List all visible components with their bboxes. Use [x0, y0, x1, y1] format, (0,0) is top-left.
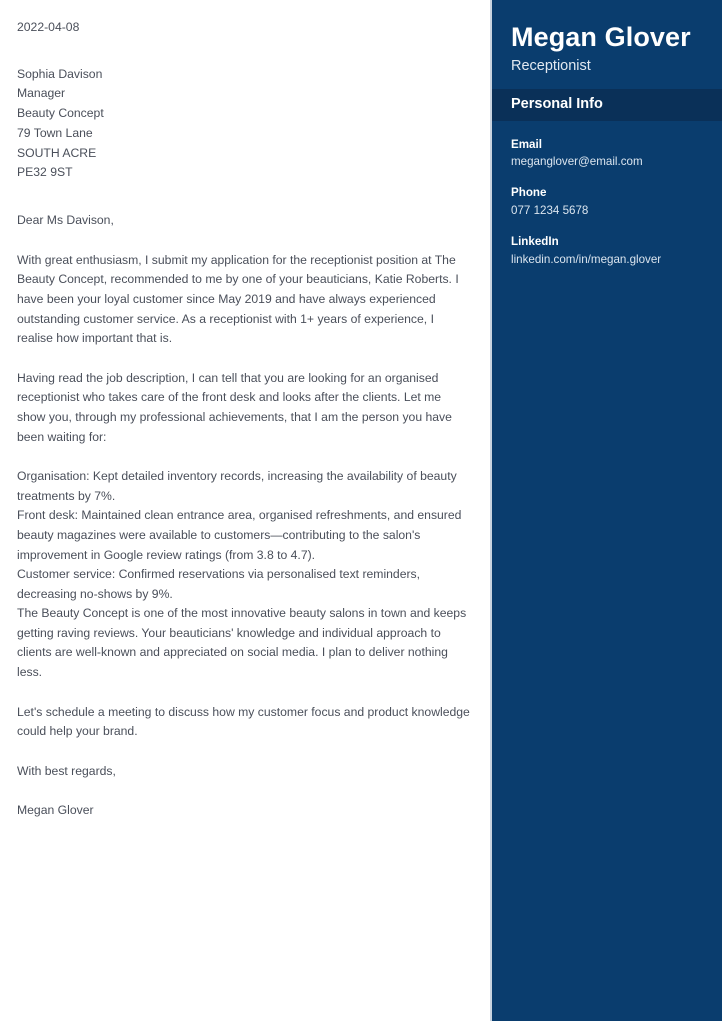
- contact-value-linkedin[interactable]: linkedin.com/in/megan.glover: [511, 252, 662, 266]
- contact-item-linkedin: [511, 234, 706, 269]
- recipient-line: PE32 9ST: [17, 165, 73, 180]
- recipient-line: SOUTH ACRE: [17, 145, 97, 160]
- contact-label: Email: [511, 137, 542, 151]
- recipient-address-block: [17, 65, 472, 184]
- recipient-line: Sophia Davison: [17, 66, 103, 81]
- contact-item-phone: [511, 185, 706, 220]
- candidate-role: Receptionist: [511, 58, 591, 75]
- body-paragraph: With great enthusiasm, I submit my application for the receptionist position at The Beauty Concept, recommended to me by one of your beauticians, Katie Roberts. I have been your loyal customer since May 2019 and have always experienced outstanding customer service. As a receptionist with 1+ years of experience, I realise how important that is.: [17, 252, 459, 346]
- achievement-line: The Beauty Concept is one of the most innovative beauty salons in town and keeps getting raving reviews. Your beauticians' knowledge and individual approach to clients are well-known and appreciated on social media. I plan to deliver nothing less.: [17, 606, 467, 680]
- achievement-line: Organisation: Kept detailed inventory records, increasing the availability of beauty treatments by 7%.: [17, 469, 457, 503]
- sidebar: [490, 0, 722, 1021]
- signoff: With best regards,: [17, 763, 116, 778]
- signature-name: Megan Glover: [17, 803, 94, 818]
- recipient-line: Manager: [17, 86, 66, 101]
- contact-label: Phone: [511, 186, 547, 200]
- salutation: Dear Ms Davison,: [17, 213, 114, 228]
- contact-value-phone[interactable]: 077 1234 5678: [511, 204, 589, 218]
- contact-label: LinkedIn: [511, 234, 559, 248]
- contact-value-email[interactable]: meganglover@email.com: [511, 155, 643, 169]
- closing-paragraph: Let's schedule a meeting to discuss how my customer focus and product knowledge could help your brand.: [17, 704, 470, 739]
- letter-date: 2022-04-08: [17, 20, 80, 34]
- contact-item-email: [511, 137, 706, 172]
- personal-info-section-header: [492, 89, 722, 121]
- achievement-line: Front desk: Maintained clean entrance area, organised refreshments, and ensured beauty magazines were available to customers—contributing to the salon's improvement in Google review ratings (from 3.8 to 4.7).: [17, 508, 462, 562]
- body-paragraph: Having read the job description, I can tell that you are looking for an organised receptionist who takes care of the front desk and looks after the clients. Let me show you, through my professional achievements, that I am the person you have been waiting for:: [17, 370, 452, 444]
- achievement-line: Customer service: Confirmed reservations via personalised text reminders, decreasing no-shows by 9%.: [17, 567, 421, 601]
- recipient-line: Beauty Concept: [17, 106, 104, 121]
- sidebar-header: [492, 0, 722, 89]
- achievements-block: [17, 467, 472, 683]
- recipient-line: 79 Town Lane: [17, 125, 93, 140]
- section-title: Personal Info: [511, 95, 603, 112]
- contact-list: [492, 121, 722, 283]
- candidate-name: Megan Glover: [511, 22, 691, 52]
